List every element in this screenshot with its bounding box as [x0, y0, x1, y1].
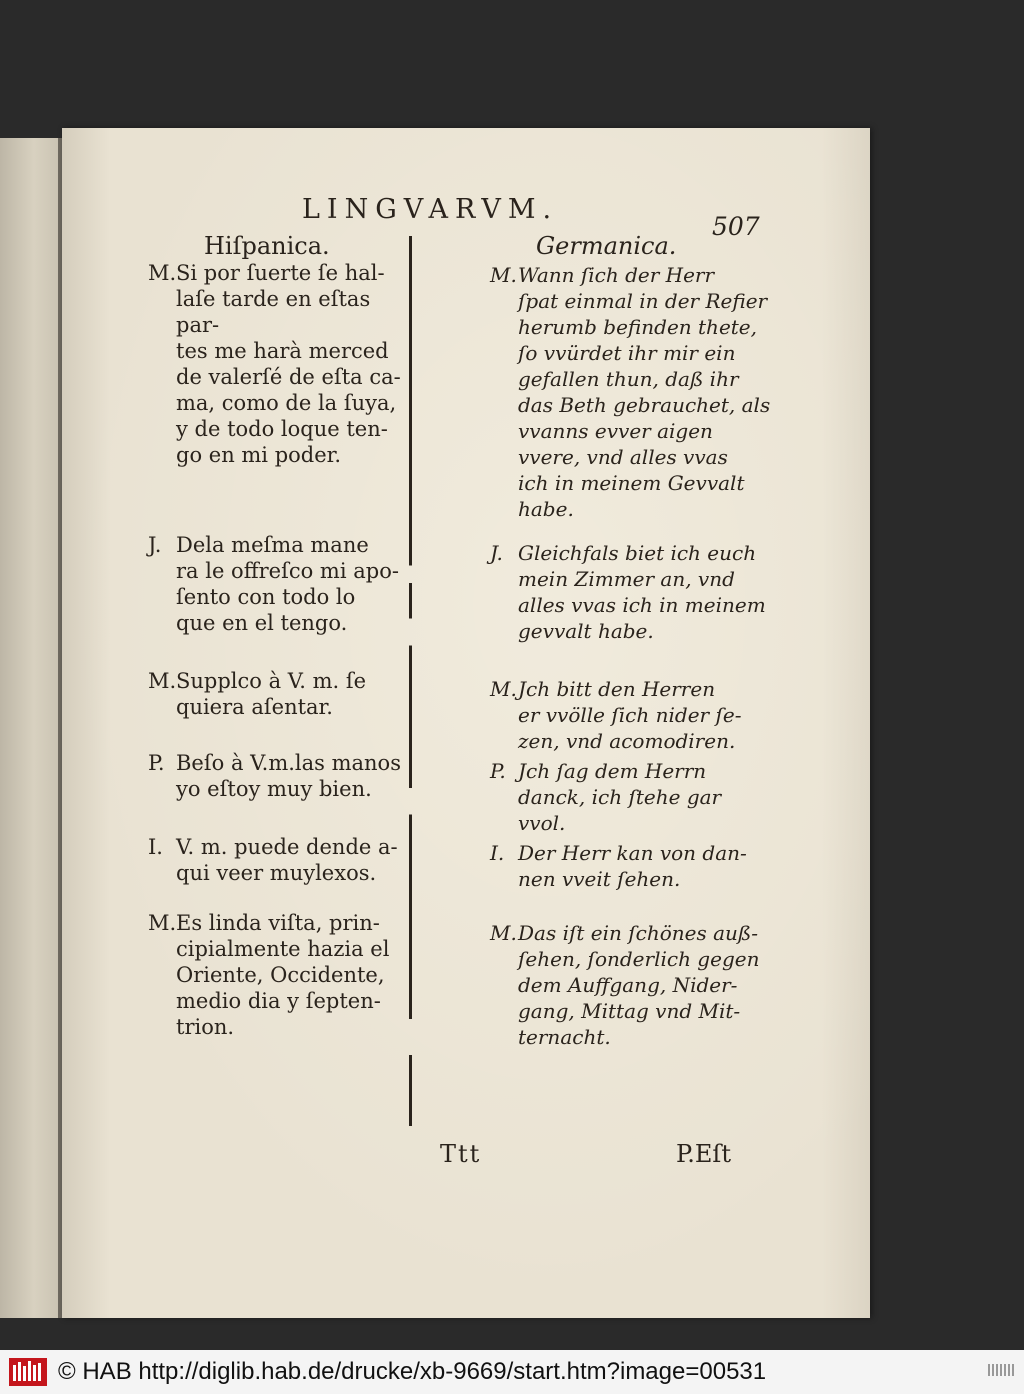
page-number: 507 — [712, 212, 760, 241]
entry-text: Beſo à V.m.las manos yo eſtoy muy bien. — [176, 751, 401, 801]
speaker-label: M. — [490, 921, 517, 945]
spanish-entry — [148, 260, 406, 468]
german-entry — [490, 540, 790, 644]
spanish-entry — [148, 834, 406, 886]
catchword: P.Eſt — [676, 1140, 731, 1168]
entry-text: Si por ſuerte ſe hal- laſe tarde en eſtas par- tes me harà merced de valerſé de eſta ca- ma, como de la ſuya, y de todo loque ten- go en mi poder. — [176, 261, 401, 467]
entry-text: Gleichfals biet ich euch mein Zimmer an, vnd alles vvas ich in meinem gevvalt habe. — [518, 541, 766, 643]
spanish-entry — [148, 750, 406, 802]
speaker-label: P. — [148, 751, 165, 775]
entry-text: Das iſt ein ſchönes auß- ſehen, ſonderlich gegen dem Auffgang, Nider- gang, Mittag vnd Mit- ternacht. — [518, 921, 760, 1049]
spanish-entry — [148, 910, 406, 1040]
spanish-entry — [148, 668, 406, 720]
speaker-label: J. — [490, 541, 503, 565]
speaker-label: I. — [490, 841, 505, 865]
german-entry — [490, 262, 790, 522]
speaker-label: M. — [148, 261, 177, 285]
german-entry — [490, 840, 790, 892]
running-head: LINGVARVM. — [302, 194, 559, 225]
german-entry — [490, 676, 790, 754]
book-page — [62, 128, 870, 1318]
german-entry — [490, 758, 790, 836]
speaker-label: J. — [148, 533, 162, 557]
speaker-label: M. — [490, 263, 517, 287]
german-entry — [490, 920, 790, 1050]
entry-text: Wann ſich der Herr ſpat einmal in der Refier herumb befinden thete, ſo vvürdet ihr mir ein gefallen thun, daß ihr das Beth gebrauchet, als vvanns evver aigen vvere, vnd alles vvas ich in meinem Gevvalt habe. — [518, 263, 771, 521]
column-divider — [409, 236, 412, 1126]
column-head-spanish: Hiſpanica. — [204, 232, 330, 260]
signature-mark: Ttt — [440, 1140, 482, 1168]
entry-text: Der Herr kan von dan- nen vveit ſehen. — [518, 841, 747, 891]
speaker-label: I. — [148, 835, 163, 859]
scan-marker-icon — [988, 1364, 1016, 1376]
copyright-url-text: © HAB http://diglib.hab.de/drucke/xb-9669/start.htm?image=00531 — [58, 1358, 767, 1385]
speaker-label: M. — [148, 911, 177, 935]
entry-text: V. m. puede dende a- qui veer muylexos. — [176, 835, 398, 885]
spanish-entry — [148, 532, 406, 636]
hab-logo-icon — [8, 1357, 48, 1387]
speaker-label: M. — [490, 677, 517, 701]
entry-text: Dela meſma mane ra le offreſco mi apo- ſento con todo lo que en el tengo. — [176, 533, 399, 635]
speaker-label: M. — [148, 669, 177, 693]
speaker-label: P. — [490, 759, 506, 783]
entry-text: Jch ſag dem Herrn danck, ich ſtehe gar vvol. — [518, 759, 722, 835]
entry-text: Es linda viſta, prin- cipialmente hazia el Oriente, Occidente, medio dia y ſepten- trion. — [176, 911, 390, 1039]
column-head-german: Germanica. — [536, 232, 677, 260]
footer-bar — [0, 1350, 1024, 1394]
previous-page-edge — [0, 138, 62, 1318]
entry-text: Supplco à V. m. ſe quiera aſentar. — [176, 669, 367, 719]
entry-text: Jch bitt den Herren er vvölle ſich nider ſe- zen, vnd acomodiren. — [518, 677, 742, 753]
